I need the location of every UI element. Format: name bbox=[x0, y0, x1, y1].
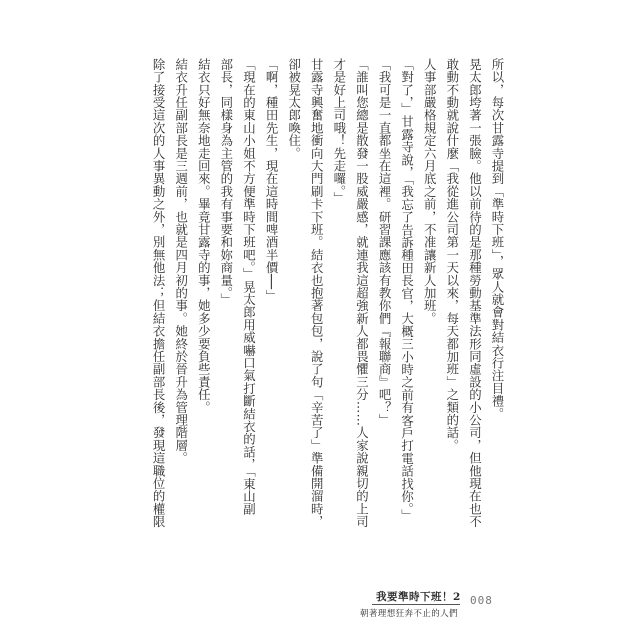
footer-divider bbox=[372, 604, 460, 605]
book-subtitle: 朝著理想狂奔不止的人們 bbox=[360, 609, 458, 619]
text-column: 「我可是一直都坐在這裡。研習課應該有教你們『報聯商』吧？」 bbox=[377, 58, 393, 427]
text-column: 甘露寺興奮地衝向大門刷卡下班。結衣也抱著包包，說了句「辛苦了」準備開溜時， bbox=[309, 58, 325, 528]
text-column: 「誰叫您總是散發一股威嚴感，就連我這超強新人都畏懼三分……人家說親切的上司 bbox=[354, 58, 370, 528]
text-column: 「現在的東山小姐不方便準時下班吧。」晃太郎用威嚇口氣打斷結衣的話，「東山副 bbox=[241, 58, 257, 516]
text-column: 部長，同樣身為主管的我有事要和妳商量。」 bbox=[218, 58, 234, 306]
body-text bbox=[147, 58, 509, 578]
book-title: 我要準時下班！2 bbox=[376, 591, 461, 603]
text-column: 除了接受這次的人事異動之外，別無他法；但結衣擔任副部長後，發現這職位的權限 bbox=[151, 58, 167, 528]
text-column: 「啊，種田先生，現在這時間啤酒半價──」 bbox=[264, 58, 280, 303]
text-column: 晃太郎垮著一張臉。他以前待的是那種勞動基準法形同虛設的小公司，但他現在也不 bbox=[467, 58, 483, 528]
text-column: 「對了，」甘露寺說，「我忘了告訴種田長官，大概三小時之前有客戶打電話找你。」 bbox=[399, 58, 415, 522]
text-column: 結衣只好無奈地走回來。畢竟甘露寺的事，她多少要負些責任。 bbox=[196, 58, 212, 414]
text-column: 人事部嚴格規定六月底之前，不准讓新人加班。 bbox=[422, 58, 438, 325]
text-column: 結衣升任副部長是三週前，也就是四月初的事。她終於晉升為管理階層。 bbox=[173, 58, 189, 465]
text-column: 敢動不動就說什麼「我從進公司第一天以來，每天都加班」之類的話。 bbox=[444, 58, 460, 452]
text-column: 所以，每次甘露寺提到「準時下班」，眾人就會對結衣行注目禮。 bbox=[490, 58, 505, 421]
text-column: 卻被晃太郎喚住。 bbox=[286, 58, 302, 160]
text-column: 才是好上司哦！先走囉。」 bbox=[331, 58, 347, 205]
page-number: 008 bbox=[470, 594, 493, 607]
